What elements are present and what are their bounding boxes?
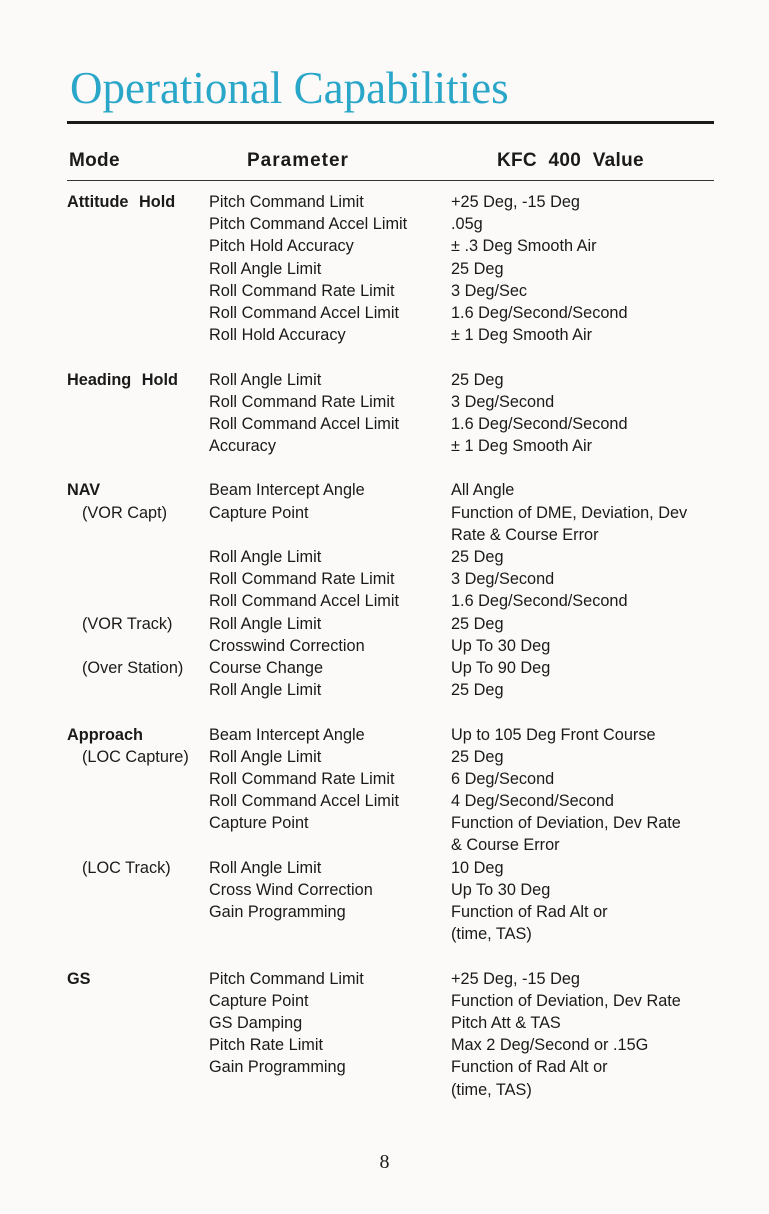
parameter-cell: Roll Angle Limit [209,548,322,566]
value-cell: Function of Rad Alt or [451,903,608,921]
table-row [0,280,769,302]
table-row [0,657,769,679]
table-row [0,258,769,280]
table-row [0,635,769,657]
mode-cell: (LOC Capture) [82,747,189,766]
table-row [0,790,769,812]
value-cell: 10 Deg [451,858,504,877]
parameter-cell: Roll Angle Limit [209,681,322,700]
title-divider [67,121,714,124]
table-row [0,413,769,435]
parameter-cell: Beam Intercept Angle [209,725,365,744]
table-row [0,191,769,213]
value-cell: 1.6 Deg/Second/Second [451,303,628,322]
value-cell: 4 Deg/Second/Second [451,792,614,811]
mode-cell: (VOR Track) [82,614,173,633]
table-row [0,213,769,235]
parameter-cell: Beam Intercept Angle [209,481,365,500]
mode-cell: NAV [67,481,101,500]
parameter-cell: Capture Point [209,814,309,833]
value-cell: 25 Deg [451,614,504,633]
parameter-cell: Cross Wind Correction [209,880,373,899]
table-row [0,701,769,723]
parameter-cell: Crosswind Correction [209,636,365,655]
table-row [0,391,769,413]
table-row [0,479,769,501]
value-cell: 25 Deg [451,681,504,700]
value-cell: Function of Rad Alt or [451,1058,608,1077]
table-row [0,1034,769,1056]
table-row [0,546,769,568]
value-cell: +25 Deg, -15 Deg [451,969,580,988]
parameter-cell: Pitch Rate Limit [209,1036,324,1055]
column-header-mode: Mode [69,150,120,171]
value-cell: (time, TAS) [451,1080,532,1099]
parameter-cell: Roll Command Rate Limit [209,570,395,589]
value-cell: Up To 30 Deg [451,880,551,899]
table-row [0,945,769,967]
table-row [0,235,769,257]
column-header-value: KFC 400 Value [497,150,644,171]
table-row [0,324,769,346]
parameter-cell: Roll Hold Accuracy [209,326,346,345]
value-cell: Pitch Att & TAS [451,1013,561,1032]
table-row [0,1079,769,1101]
table-row [0,346,769,368]
value-cell: 25 Deg [451,259,504,278]
value-cell: 1.6 Deg/Second/Second [451,592,628,611]
mode-cell: (Over Station) [82,658,184,677]
parameter-cell: Roll Command Rate Limit [209,281,395,300]
value-cell: Up to 105 Deg Front Course [451,725,656,744]
parameter-cell: Course Change [209,658,324,677]
value-cell: Rate & Course Error [451,525,599,544]
value-cell: Up To 90 Deg [451,658,551,677]
table-row [0,768,769,790]
value-cell: Function of Deviation, Dev Rate [451,814,681,833]
table-row [0,679,769,701]
value-cell: Function of Deviation, Dev Rate [451,991,681,1010]
parameter-cell: Roll Command Accel Limit [209,414,400,433]
table-row [0,812,769,834]
parameter-cell: Pitch Command Limit [209,969,364,988]
value-cell: & Course Error [451,836,560,855]
value-cell: ± .3 Deg Smooth Air [451,237,597,256]
table-row [0,502,769,524]
mode-cell: Attitude Hold [67,193,176,211]
parameter-cell: Roll Angle Limit [209,370,322,389]
table-row [0,857,769,879]
page-title: Operational Capabilities [70,63,509,113]
table-row [0,968,769,990]
value-cell: 1.6 Deg/Second/Second [451,414,628,433]
table-row [0,901,769,923]
value-cell: 25 Deg [451,747,504,766]
parameter-cell: Gain Programming [209,1058,346,1077]
value-cell: ± 1 Deg Smooth Air [451,437,593,456]
value-cell: Function of DME, Deviation, Dev [451,503,688,522]
mode-cell: Heading Hold [67,370,178,389]
capabilities-table [0,191,769,1101]
table-row [0,923,769,945]
table-row [0,1056,769,1078]
table-row [0,746,769,768]
value-cell: 3 Deg/Second [451,392,555,411]
table-row [0,990,769,1012]
parameter-cell: Accuracy [209,437,276,456]
parameter-cell: Roll Command Accel Limit [209,303,400,322]
value-cell: 6 Deg/Second [451,769,555,788]
table-row [0,613,769,635]
value-cell: 25 Deg [451,548,504,566]
parameter-cell: Pitch Hold Accuracy [209,237,354,256]
parameter-cell: Roll Command Accel Limit [209,592,400,611]
table-row [0,590,769,612]
parameter-cell: Roll Command Rate Limit [209,769,395,788]
table-row [0,435,769,457]
mode-cell: (VOR Capt) [82,503,168,522]
value-cell: +25 Deg, -15 Deg [451,193,580,211]
value-cell: 25 Deg [451,370,504,389]
table-row [0,568,769,590]
parameter-cell: Roll Command Rate Limit [209,392,395,411]
table-row [0,879,769,901]
mode-cell: GS [67,969,91,988]
parameter-cell: Capture Point [209,991,309,1010]
table-row [0,302,769,324]
value-cell: 3 Deg/Sec [451,281,528,300]
value-cell: ± 1 Deg Smooth Air [451,326,593,345]
table-row [0,457,769,479]
parameter-cell: Roll Command Accel Limit [209,792,400,811]
parameter-cell: Gain Programming [209,903,346,921]
value-cell: Max 2 Deg/Second or .15G [451,1036,649,1055]
parameter-cell: Roll Angle Limit [209,259,322,278]
table-row [0,834,769,856]
table-row [0,724,769,746]
parameter-cell: Roll Angle Limit [209,614,322,633]
column-header-parameter: Parameter [247,150,349,171]
parameter-cell: Pitch Command Accel Limit [209,215,408,234]
header-divider [67,180,714,181]
table-row [0,524,769,546]
parameter-cell: Pitch Command Limit [209,193,364,211]
parameter-cell: GS Damping [209,1013,303,1032]
mode-cell: Approach [67,725,143,744]
parameter-cell: Capture Point [209,503,309,522]
value-cell: .05g [451,215,483,234]
parameter-cell: Roll Angle Limit [209,747,322,766]
parameter-cell: Roll Angle Limit [209,858,322,877]
mode-cell: (LOC Track) [82,858,171,877]
page-number: 8 [379,1151,390,1173]
table-row [0,1012,769,1034]
value-cell: All Angle [451,481,515,500]
value-cell: Up To 30 Deg [451,636,551,655]
value-cell: 3 Deg/Second [451,570,555,589]
table-row [0,369,769,391]
value-cell: (time, TAS) [451,925,532,944]
